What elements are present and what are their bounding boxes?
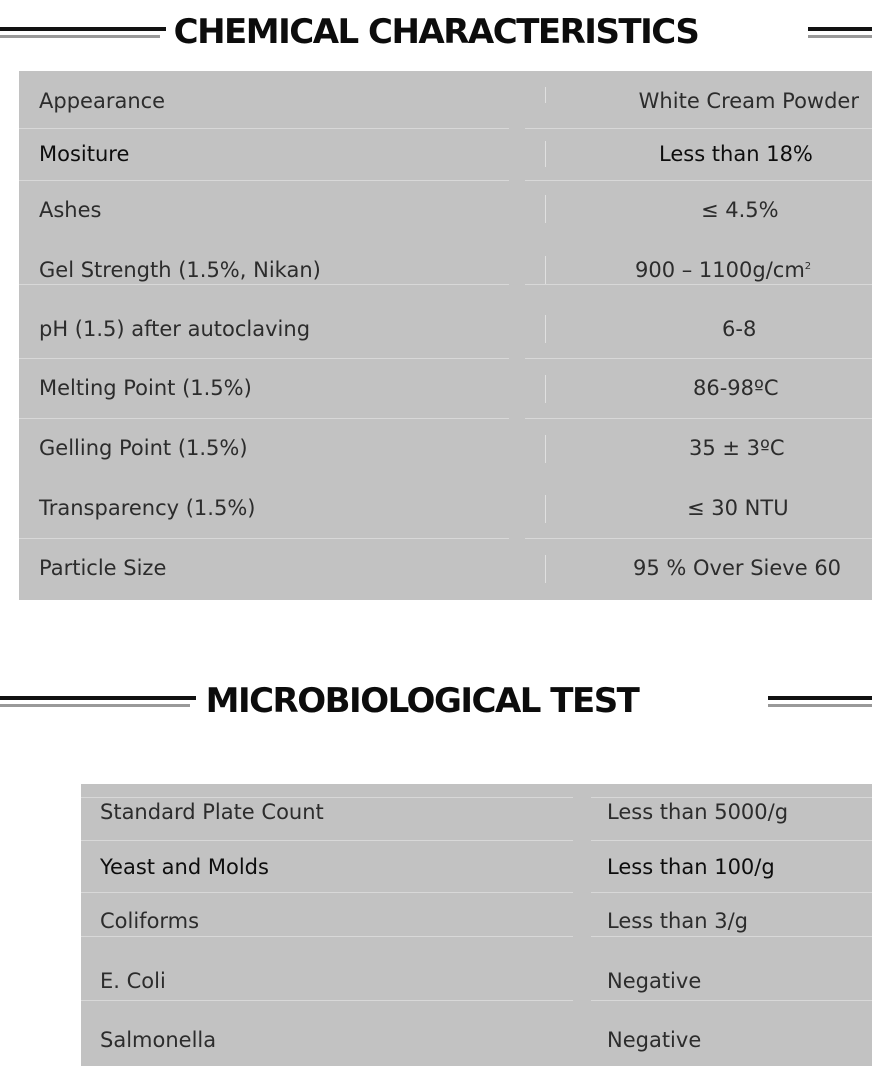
table-row bbox=[19, 241, 872, 299]
row-value: ≤ 30 NTU bbox=[687, 496, 789, 520]
table-row bbox=[81, 1011, 872, 1066]
table-row bbox=[19, 299, 872, 359]
row-label: Appearance bbox=[39, 89, 166, 113]
row-label: Mositure bbox=[39, 142, 130, 166]
row-value: Less than 3/g bbox=[607, 909, 748, 933]
table-row bbox=[19, 419, 872, 479]
heading-rule-right bbox=[808, 27, 872, 38]
row-value: $900 - 1100g/cm^2$ bbox=[635, 258, 812, 282]
row-label: pH (1.5) after autoclaving bbox=[39, 317, 311, 341]
row-label: Standard Plate Count bbox=[100, 800, 324, 824]
row-value: Less than 100/g bbox=[607, 855, 775, 879]
table-row bbox=[19, 181, 872, 241]
micro-table bbox=[81, 784, 872, 1066]
row-value: Less than 18% bbox=[659, 142, 813, 166]
row-value: Negative bbox=[607, 969, 702, 993]
table-row bbox=[81, 893, 872, 953]
heading-rule-right bbox=[768, 696, 872, 707]
row-value: 35 ± 3ºC bbox=[689, 436, 785, 460]
row-label: Yeast and Molds bbox=[100, 855, 269, 879]
chemical-table bbox=[19, 71, 872, 600]
table-row bbox=[19, 129, 872, 181]
table-row bbox=[19, 71, 872, 129]
table-row bbox=[81, 841, 872, 893]
row-label: Melting Point (1.5%) bbox=[39, 376, 252, 400]
table-row bbox=[19, 479, 872, 539]
row-label: E. Coli bbox=[100, 969, 166, 993]
micro-heading-row bbox=[0, 681, 872, 725]
chemical-heading-row bbox=[0, 12, 872, 56]
table-row bbox=[19, 359, 872, 419]
row-value: Negative bbox=[607, 1028, 702, 1052]
row-value: 95 % Over Sieve 60 bbox=[633, 556, 842, 580]
table-row bbox=[81, 784, 872, 841]
row-label: Ashes bbox=[39, 198, 102, 222]
row-label: Particle Size bbox=[39, 556, 167, 580]
value-superscript: 2 bbox=[804, 261, 812, 272]
table-row bbox=[81, 953, 872, 1011]
row-label: Gelling Point (1.5%) bbox=[39, 436, 248, 460]
chemical-title: CHEMICAL CHARACTERISTICS bbox=[173, 12, 699, 52]
row-value: Less than 5000/g bbox=[607, 800, 789, 824]
table-row bbox=[19, 539, 872, 600]
row-label: Transparency (1.5%) bbox=[39, 496, 256, 520]
micro-title: MICROBIOLOGICAL TEST bbox=[205, 681, 639, 721]
row-value: ≤ 4.5% bbox=[701, 198, 779, 222]
row-value: 86-98ºC bbox=[693, 376, 779, 400]
row-value: White Cream Powder bbox=[638, 89, 859, 113]
row-label: Salmonella bbox=[100, 1028, 217, 1052]
row-value: 6-8 bbox=[722, 317, 757, 341]
row-label: Gel Strength (1.5%, Nikan) bbox=[39, 258, 321, 282]
row-label: Coliforms bbox=[100, 909, 200, 933]
